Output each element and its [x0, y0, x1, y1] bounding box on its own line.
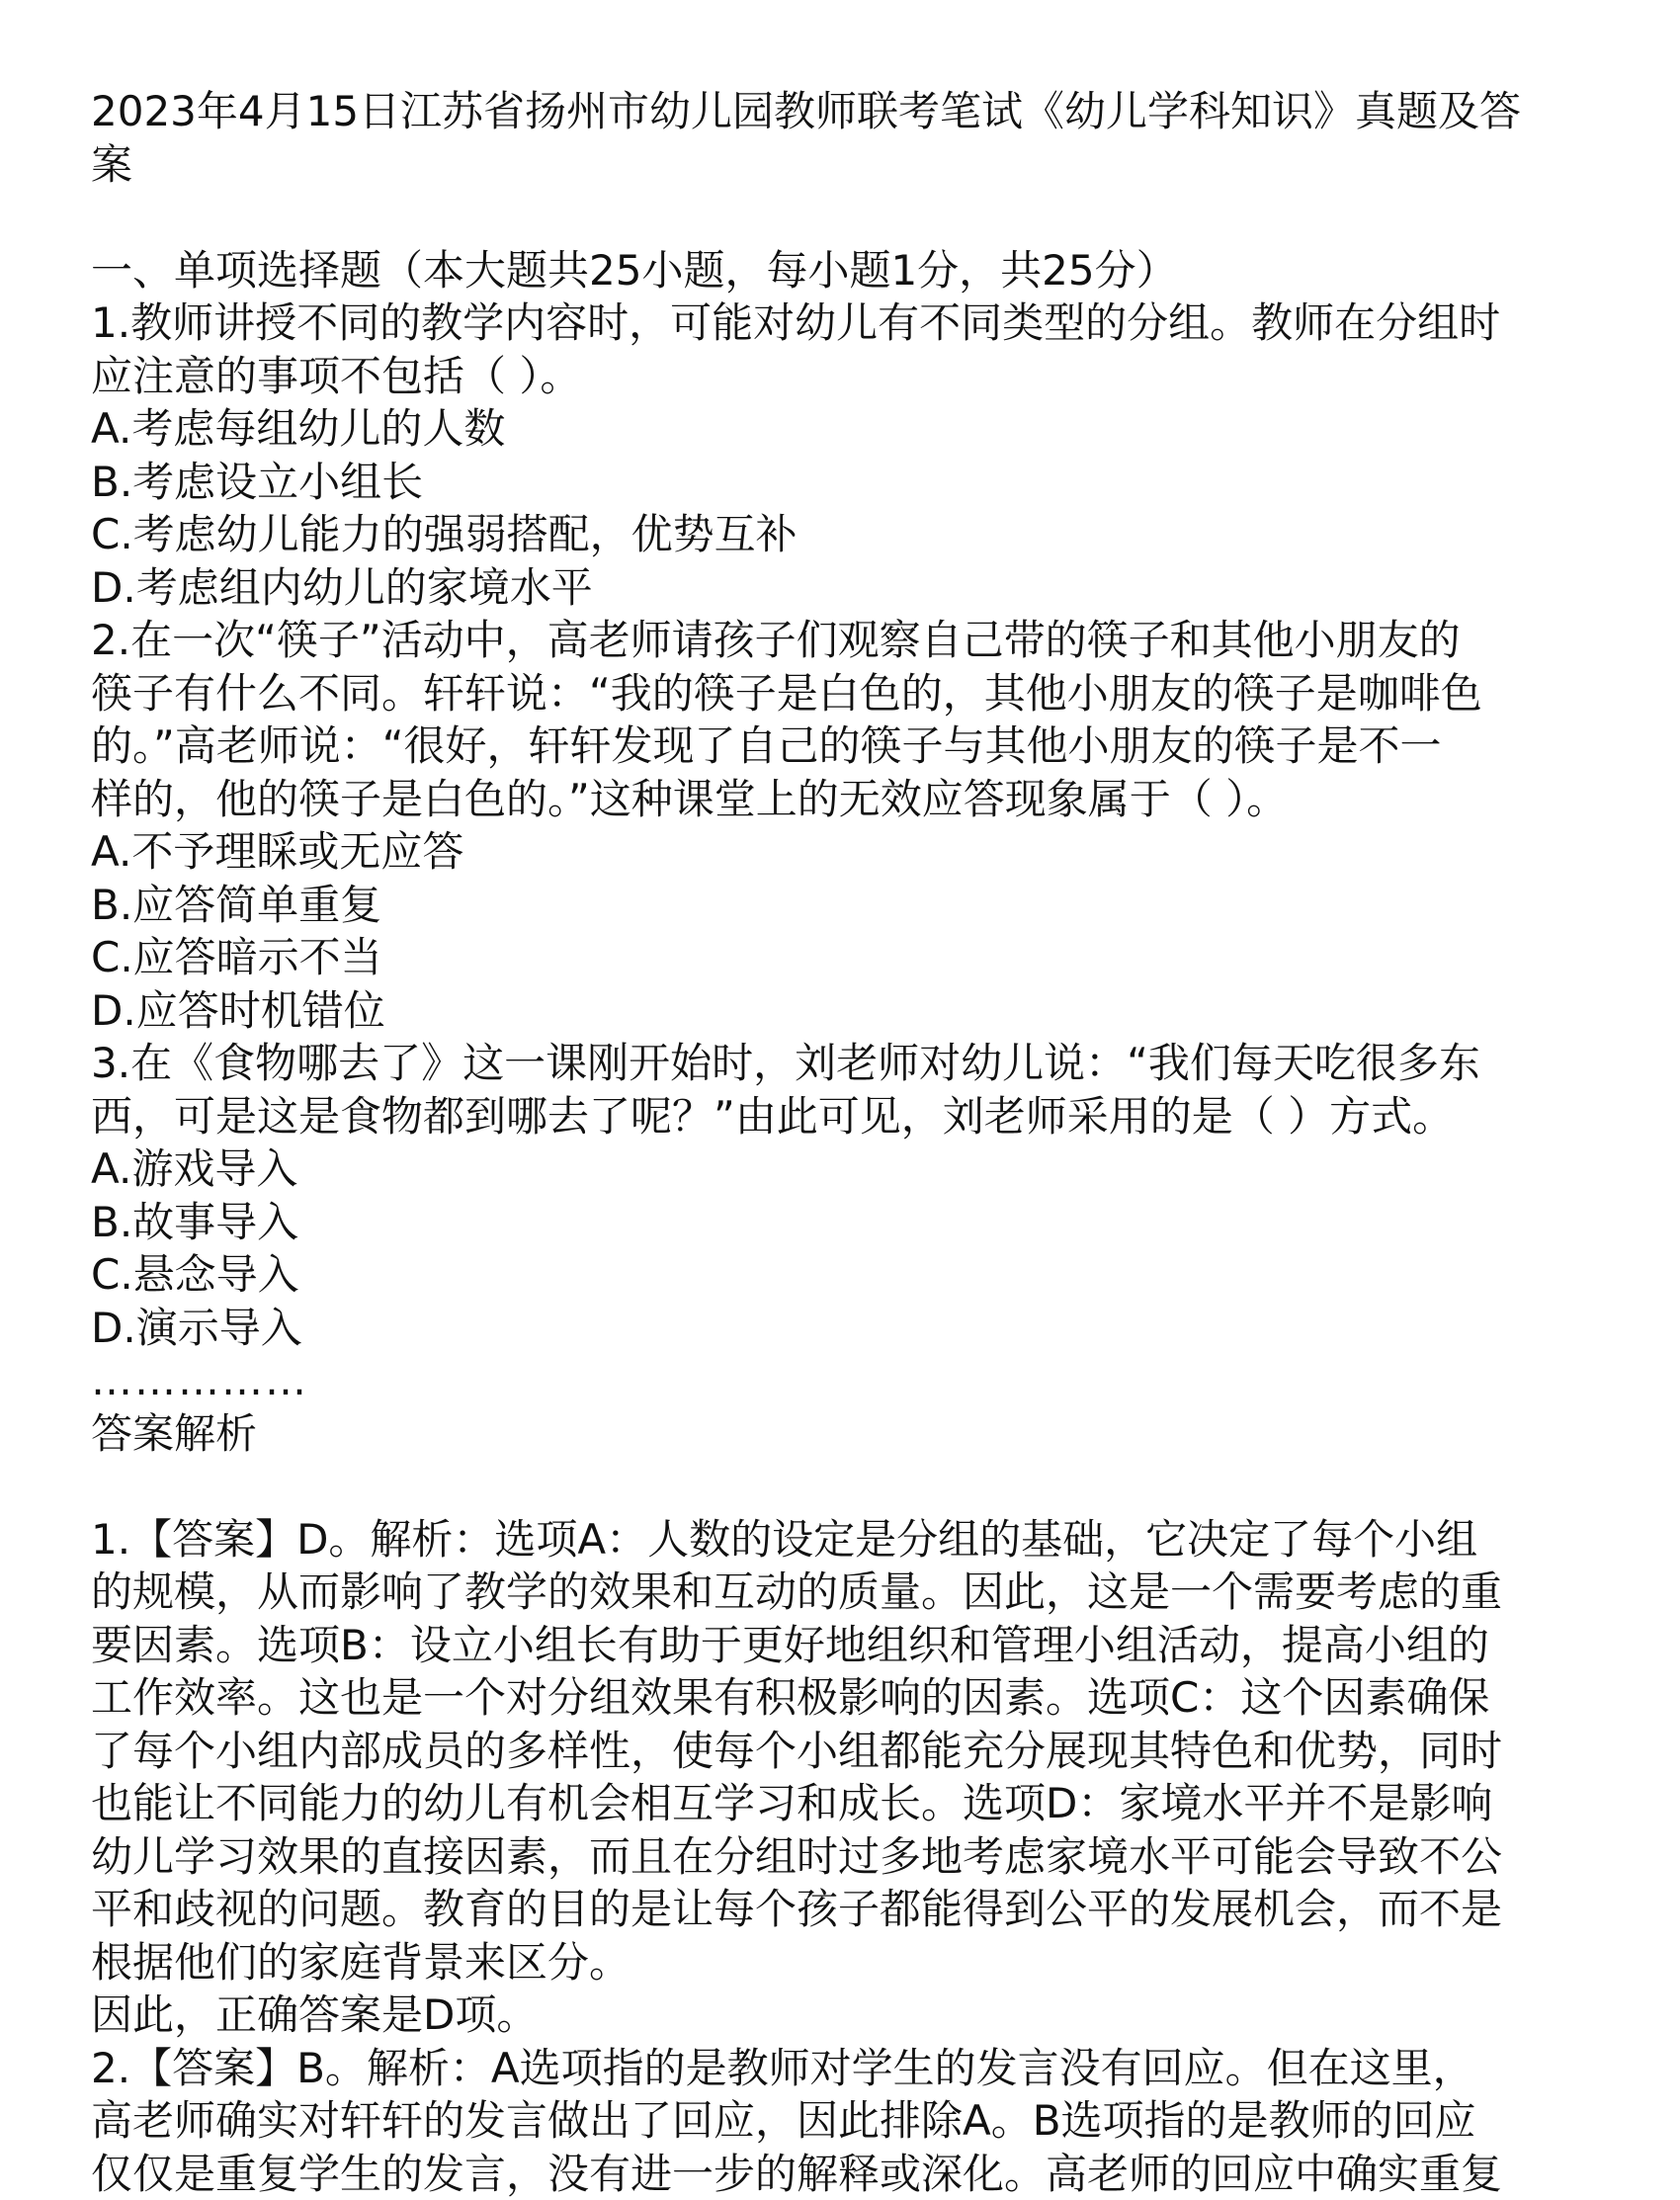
question-stem-line: 应注意的事项不包括（ ）。 [91, 350, 1593, 403]
question-option: B.故事导入 [91, 1196, 1593, 1249]
question-option: C.应答暗示不当 [91, 931, 1593, 984]
question-option: C.悬念导入 [91, 1248, 1593, 1302]
answer-line: 因此，正确答案是D项。 [91, 1988, 1593, 2042]
question-stem-line: 的。”高老师说：“很好，轩轩发现了自己的筷子与其他小朋友的筷子是不一 [91, 719, 1593, 773]
title-line: 2023年4月15日江苏省扬州市幼儿园教师联考笔试《幼儿学科知识》真题及答 [91, 85, 1593, 138]
answer-line: 幼儿学习效果的直接因素，而且在分组时过多地考虑家境水平可能会导致不公 [91, 1830, 1593, 1884]
answer-line: 也能让不同能力的幼儿有机会相互学习和成长。选项D：家境水平并不是影响 [91, 1777, 1593, 1830]
answer-1 [91, 1513, 1593, 2042]
question-option: B.应答简单重复 [91, 879, 1593, 932]
question-stem-line: 西，可是这是食物都到哪去了呢？”由此可见，刘老师采用的是（ ）方式。 [91, 1090, 1593, 1143]
question-3 [91, 1037, 1593, 1354]
question-stem-line: 1.教师讲授不同的教学内容时，可能对幼儿有不同类型的分组。教师在分组时 [91, 296, 1593, 350]
question-option: C.考虑幼儿能力的强弱搭配，优势互补 [91, 508, 1593, 561]
answer-line: 2.【答案】B。解析：A选项指的是教师对学生的发言没有回应。但在这里， [91, 2042, 1593, 2095]
document-page [91, 85, 1593, 2200]
answer-line: 1.【答案】D。解析：选项A：人数的设定是分组的基础，它决定了每个小组 [91, 1513, 1593, 1566]
question-option: D.考虑组内幼儿的家境水平 [91, 561, 1593, 615]
answer-line: 根据他们的家庭背景来区分。 [91, 1936, 1593, 1989]
answer-line: 平和歧视的问题。教育的目的是让每个孩子都能得到公平的发展机会，而不是 [91, 1883, 1593, 1936]
question-2 [91, 614, 1593, 1037]
question-stem-line: 3.在《食物哪去了》这一课刚开始时，刘老师对幼儿说：“我们每天吃很多东 [91, 1037, 1593, 1090]
answer-line: 了每个小组内部成员的多样性，使每个小组都能充分展现其特色和优势，同时 [91, 1725, 1593, 1778]
answers-heading: 答案解析 [91, 1407, 1593, 1461]
question-stem-line: 样的，他的筷子是白色的。”这种课堂上的无效应答现象属于（ ）。 [91, 773, 1593, 826]
question-stem-line: 2.在一次“筷子”活动中，高老师请孩子们观察自己带的筷子和其他小朋友的 [91, 614, 1593, 667]
answer-line: 的规模，从而影响了教学的效果和互动的质量。因此，这是一个需要考虑的重 [91, 1565, 1593, 1619]
answer-line: 工作效率。这也是一个对分组效果有积极影响的因素。选项C：这个因素确保 [91, 1671, 1593, 1725]
question-option: A.考虑每组幼儿的人数 [91, 402, 1593, 456]
spacer [91, 1460, 1593, 1513]
document-title [91, 85, 1593, 191]
question-option: A.游戏导入 [91, 1142, 1593, 1196]
question-option: D.演示导入 [91, 1302, 1593, 1355]
question-option: D.应答时机错位 [91, 984, 1593, 1038]
spacer [91, 191, 1593, 244]
answer-line: 仅仅是重复学生的发言，没有进一步的解释或深化。高老师的回应中确实重复 [91, 2148, 1593, 2200]
answer-2 [91, 2042, 1593, 2200]
section-heading: 一、单项选择题（本大题共25小题，每小题1分，共25分） [91, 244, 1593, 297]
ellipsis: …………… [91, 1354, 1593, 1407]
question-option: A.不予理睬或无应答 [91, 825, 1593, 879]
question-1 [91, 296, 1593, 614]
answer-line: 高老师确实对轩轩的发言做出了回应，因此排除A。B选项指的是教师的回应 [91, 2094, 1593, 2148]
answer-line: 要因素。选项B：设立小组长有助于更好地组织和管理小组活动，提高小组的 [91, 1619, 1593, 1672]
question-stem-line: 筷子有什么不同。轩轩说：“我的筷子是白色的，其他小朋友的筷子是咖啡色 [91, 667, 1593, 720]
question-option: B.考虑设立小组长 [91, 456, 1593, 509]
title-line: 案 [91, 138, 1593, 192]
